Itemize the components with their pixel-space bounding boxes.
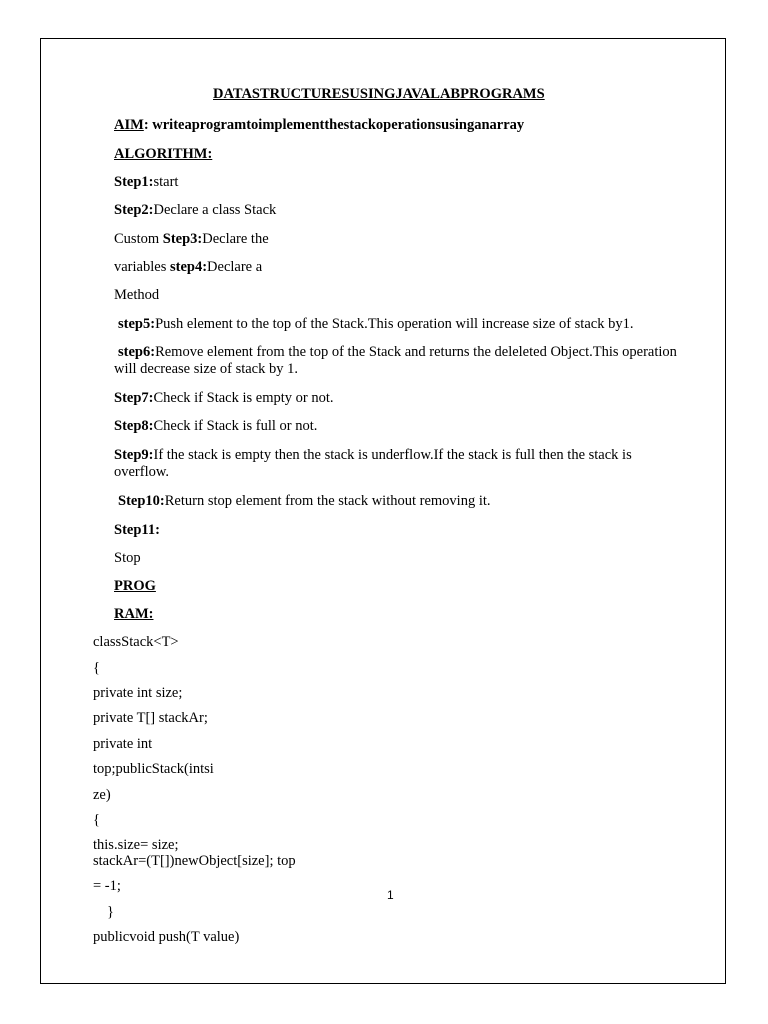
step-4-continued: Method	[114, 287, 160, 303]
step-11: Step11:	[114, 522, 160, 538]
step-10: Step10:Return stop element from the stack without removing it.	[118, 493, 491, 509]
code-line: publicvoid push(T value)	[93, 929, 240, 945]
step-5: step5:Push element to the top of the Stack.This operation will increase size of stack by1.	[118, 316, 634, 332]
step-6: step6:Remove element from the top of the Stack and returns the deleleted Object.This operation will decrease size of stack by 1.	[114, 344, 677, 377]
code-line: private T[] stackAr;	[93, 710, 208, 726]
code-line: private int	[93, 736, 153, 752]
code-line: ze)	[93, 787, 111, 803]
step-3: Custom Step3:Declare the	[114, 231, 269, 247]
program-heading-line-1: PROG	[114, 578, 156, 594]
step-1: Step1:start	[114, 174, 179, 190]
code-line: stackAr=(T[])newObject[size]; top	[93, 853, 296, 869]
algorithm-heading: ALGORITHM:	[114, 146, 213, 162]
page-number: 1	[387, 888, 394, 902]
code-line: top;publicStack(intsi	[93, 761, 214, 777]
code-line: {	[93, 660, 100, 676]
step-9: Step9:If the stack is empty then the stack is underflow.If the stack is full then the stack is overflow.	[114, 447, 632, 480]
step-2: Step2:Declare a class Stack	[114, 202, 277, 218]
code-line: }	[107, 904, 114, 920]
document-title: DATASTRUCTURESUSINGJAVALABPROGRAMS	[213, 86, 545, 102]
code-line: classStack<T>	[93, 634, 179, 650]
program-heading-line-2: RAM:	[114, 606, 154, 622]
aim-text: : writeaprogramtoimplementthestackoperationsusinganarray	[143, 117, 525, 133]
code-line: private int size;	[93, 685, 183, 701]
step-stop: Stop	[114, 550, 141, 566]
step-8: Step8:Check if Stack is full or not.	[114, 418, 318, 434]
step-7: Step7:Check if Stack is empty or not.	[114, 390, 334, 406]
code-line: {	[93, 812, 100, 828]
step-4: variables step4:Declare a	[114, 259, 263, 275]
aim-line	[114, 117, 524, 134]
code-line: = -1;	[93, 878, 121, 894]
aim-label: AIM	[114, 117, 144, 133]
code-line: this.size= size;	[93, 837, 179, 853]
